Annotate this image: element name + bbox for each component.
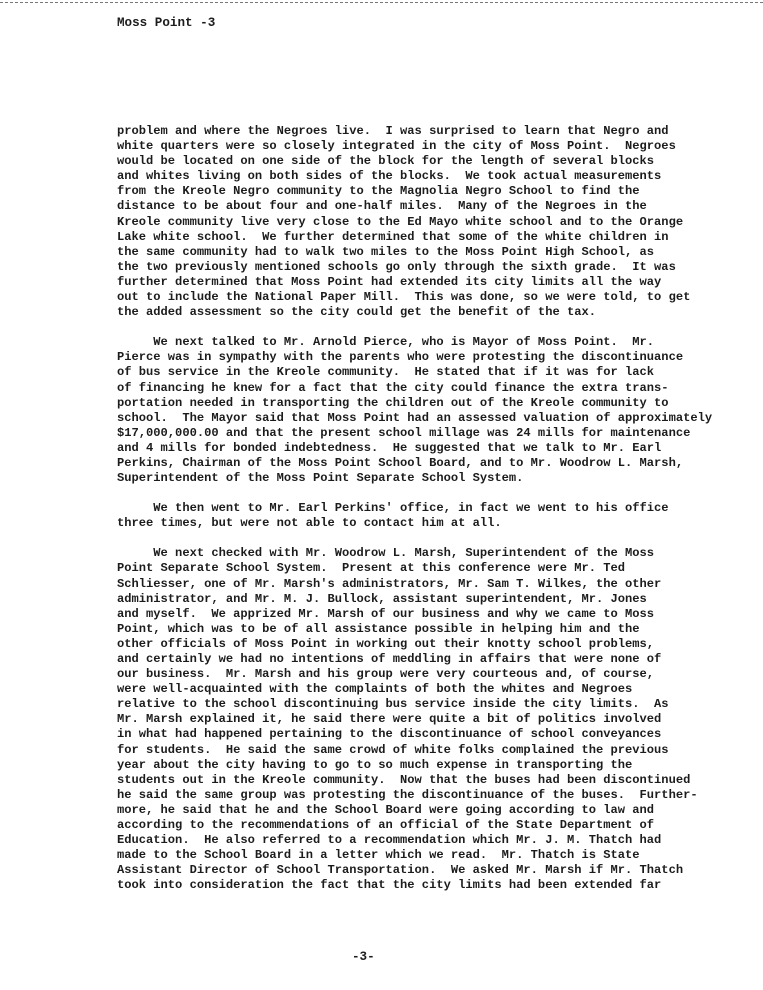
page-number: -3- <box>352 950 375 964</box>
text-line: Schliesser, one of Mr. Marsh's administrators, Mr. Sam T. Wilkes, the other <box>117 576 662 591</box>
text-line: took into consideration the fact that the city limits had been extended far <box>117 878 662 893</box>
text-line: for students. He said the same crowd of white folks complained the previous <box>117 742 669 757</box>
text-line: three times, but were not able to contact him at all. <box>117 516 502 531</box>
text-line: would be located on one side of the block for the length of several blocks <box>117 154 655 169</box>
text-line: year about the city having to go to so much expense in transporting the <box>117 757 633 772</box>
text-line: administrator, and Mr. M. J. Bullock, assistant superintendent, Mr. Jones <box>117 591 647 606</box>
text-line: the same community had to walk two miles to the Moss Point High School, as <box>117 244 655 259</box>
text-line: out to include the National Paper Mill. This was done, so we were told, to get <box>117 290 691 305</box>
text-line: in what had happened pertaining to the discontinuance of school conveyances <box>117 727 662 742</box>
text-line: made to the School Board in a letter which we read. Mr. Thatch is State <box>117 848 640 863</box>
paragraph-2 <box>117 335 717 486</box>
document-body <box>117 124 717 894</box>
text-line: problem and where the Negroes live. I was surprised to learn that Negro and <box>117 124 669 138</box>
text-line: $17,000,000.00 and that the present school millage was 24 mills for maintenance <box>117 425 691 440</box>
text-line: and whites living on both sides of the blocks. We took actual measurements <box>117 169 662 184</box>
text-line: according to the recommendations of an official of the State Department of <box>117 818 655 833</box>
text-line: and certainly we had no intentions of meddling in affairs that were none of <box>117 652 662 666</box>
text-line: portation needed in transporting the children out of the Kreole community to <box>117 395 669 410</box>
text-line: white quarters were so closely integrated in the city of Moss Point. Negroes <box>117 139 676 154</box>
text-line: Point, which was to be of all assistance possible in helping him and the <box>117 621 640 636</box>
text-line: the added assessment so the city could get the benefit of the tax. <box>117 305 596 320</box>
text-line: relative to the school discontinuing bus service inside the city limits. As <box>117 697 669 712</box>
text-line: Superintendent of the Moss Point Separate School System. <box>117 471 524 486</box>
text-line: distance to be about four and one-half miles. Many of the Negroes in the <box>117 199 647 214</box>
text-line: of bus service in the Kreole community. He stated that if it was for lack <box>117 365 655 380</box>
text-line: other officials of Moss Point in working out their knotty school problems, <box>117 636 655 651</box>
paragraph-4 <box>117 546 717 893</box>
text-line: students out in the Kreole community. Now that the buses had been discontinued <box>117 772 691 787</box>
text-line: he said the same group was protesting the discontinuance of the buses. Further- <box>117 787 698 802</box>
text-line: further determined that Moss Point had extended its city limits all the way <box>117 274 662 289</box>
page-header: Moss Point -3 <box>117 16 216 30</box>
text-line: were well-acquainted with the complaints of both the whites and Negroes <box>117 682 633 697</box>
paragraph-1 <box>117 124 717 320</box>
text-line: Point Separate School System. Present at this conference were Mr. Ted <box>117 561 626 576</box>
text-line: and 4 mills for bonded indebtedness. He suggested that we talk to Mr. Earl <box>117 440 662 455</box>
text-line: Lake white school. We further determined that some of the white children in <box>117 229 669 244</box>
text-line: the two previously mentioned schools go only through the sixth grade. It was <box>117 259 676 274</box>
text-line: Pierce was in sympathy with the parents who were protesting the discontinuance <box>117 350 684 365</box>
text-line: school. The Mayor said that Moss Point had an assessed valuation of approximately <box>117 410 713 425</box>
text-line: of financing he knew for a fact that the city could finance the extra trans- <box>117 380 669 395</box>
text-line: from the Kreole Negro community to the Magnolia Negro School to find the <box>117 184 640 199</box>
text-line: Mr. Marsh explained it, he said there were quite a bit of politics involved <box>117 712 662 727</box>
text-line: our business. Mr. Marsh and his group were very courteous and, of course, <box>117 667 655 682</box>
text-line: Perkins, Chairman of the Moss Point School Board, and to Mr. Woodrow L. Marsh, <box>117 455 684 470</box>
text-line: more, he said that he and the School Board were going according to law and <box>117 802 655 817</box>
text-line: Kreole community live very close to the Ed Mayo white school and to the Orange <box>117 214 684 229</box>
text-line: We then went to Mr. Earl Perkins' office, in fact we went to his office <box>117 501 669 516</box>
paragraph-3 <box>117 501 717 531</box>
top-dashed-rule <box>0 2 763 3</box>
text-line: Education. He also referred to a recommendation which Mr. J. M. Thatch had <box>117 833 662 848</box>
text-line: and myself. We apprized Mr. Marsh of our business and why we came to Moss <box>117 606 655 621</box>
text-line: Assistant Director of School Transportation. We asked Mr. Marsh if Mr. Thatch <box>117 863 684 878</box>
text-line: We next checked with Mr. Woodrow L. Marsh, Superintendent of the Moss <box>117 546 655 561</box>
text-line: We next talked to Mr. Arnold Pierce, who is Mayor of Moss Point. Mr. <box>117 335 655 350</box>
